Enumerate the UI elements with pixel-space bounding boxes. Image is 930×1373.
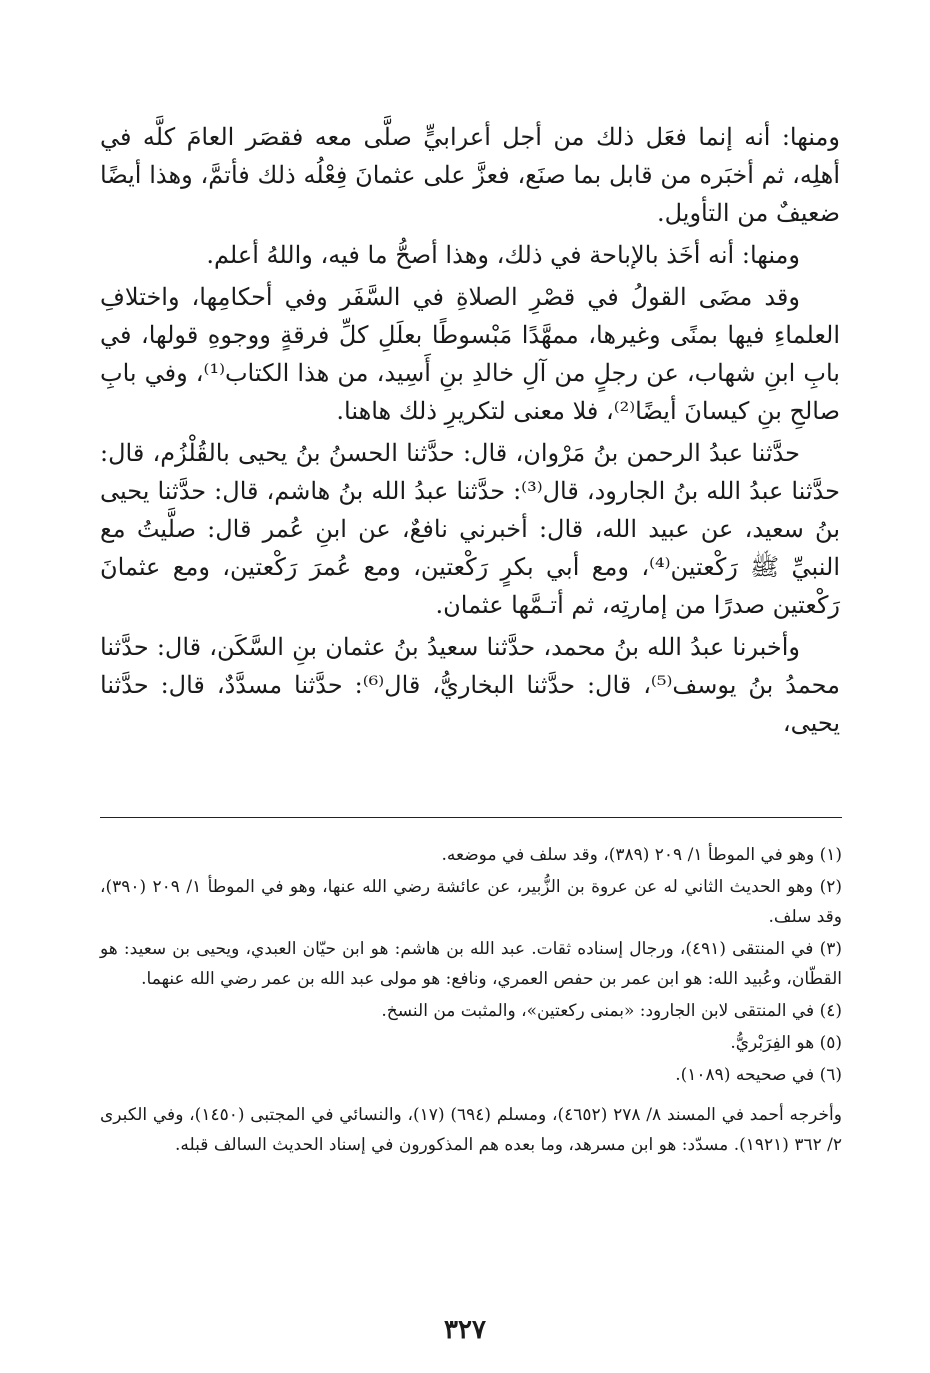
page-number: ٣٢٧ <box>444 1315 486 1345</box>
footnote-continuation: وأخرجه أحمد في المسند ٨/ ٢٧٨ (٤٦٥٢)، ومسلم (٦٩٤) (١٧)، والنسائي في المجتبى (١٤٥٠)، وفي الكبرى ٢/ ٣٦٢ (١٩٢١). مسدّد: هو ابن مسرهد، وما بعده هم المذكورون في إسناد الحديث السالف قبله. <box>100 1105 842 1155</box>
footnote: (٦) في صحيحه (١٠٨٩). <box>675 1065 842 1085</box>
paragraph: حدَّثنا عبدُ الرحمن بنُ مَرْوان، قال: حدَّثنا الحسنُ بنُ يحيى بالقُلْزُم، قال: حدَّثنا عبدُ الله بنُ الجارود، قال⁽³⁾: حدَّثنا عبدُ الله بنُ هاشم، قال: حدَّثنا يحيى بنُ سعيد، عن عبيد الله، قال: أخبرني نافعٌ، عن ابنِ عُمر قال: صلَّيتُ مع النبيِّ ﷺ رَكْعتين⁽⁴⁾، ومع أبي بكرٍ رَكْعتين، ومع عُمرَ رَكْعتين، ومع عثمانَ رَكْعتين صدرًا من إمارتِه، ثم أتـمَّها عثمان. <box>100 439 840 619</box>
footnotes <box>100 840 842 1160</box>
footnote-separator <box>100 817 842 818</box>
paragraph: وأخبرنا عبدُ الله بنُ محمد، حدَّثنا سعيدُ بنُ عثمان بنِ السَّكَن، قال: حدَّثنا محمدُ بنُ يوسف⁽⁵⁾، قال: حدَّثنا البخاريُّ، قال⁽⁶⁾: حدَّثنا مسدَّدٌ، قال: حدَّثنا يحيى، <box>100 633 841 737</box>
footnote: (٤) في المنتقى لابن الجارود: «بمنى ركعتين»، والمثبت من النسخ. <box>381 1001 842 1021</box>
footnote: (٣) في المنتقى (٤٩١)، ورجال إسناده ثقات. عبد الله بن هاشم: هو ابن حيّان العبدي، ويحيى بن سعيد: هو القطّان، وعُبيد الله: هو ابن عمر بن حفص العمري، ونافع: هو مولى عبد الله بن عمر رضي الله عنهما. <box>100 939 842 989</box>
footnote: (١) وهو في الموطأ ١/ ٢٠٩ (٣٨٩)، وقد سلف في موضعه. <box>441 845 842 865</box>
paragraph: ومنها: أنه إنما فعَل ذلك من أجل أعرابيٍّ صلَّى معه فقصَر العامَ كلَّه في أهلِه، ثم أخبَره من قابل بما صنَع، فعزَّ على عثمانَ فِعْلُه ذلك فأتمَّ، وهذا أيضًا ضعيفٌ من التأويل. <box>100 123 840 227</box>
paragraph: ومنها: أنه أخَذ بالإباحة في ذلك، وهذا أصحُّ ما فيه، واللهُ أعلم. <box>206 241 800 269</box>
paragraph: وقد مضَى القولُ في قصْرِ الصلاةِ في السَّفَر وفي أحكامِها، واختلافِ العلماءِ فيها بمنًى وغيرها، ممهَّدًا مَبْسوطًا بعلَلِ كلِّ فرقةٍ ووجوهِ قولها، في بابِ ابنِ شهاب، عن رجلٍ من آلِ خالدِ بنِ أَسِيد، من هذا الكتاب⁽¹⁾، وفي بابِ صالحِ بنِ كيسانَ أيضًا⁽²⁾، فلا معنى لتكريرِ ذلك هاهنا. <box>100 283 840 425</box>
main-text <box>100 118 840 742</box>
footnote: (٢) وهو الحديث الثاني له عن عروة بن الزُّبير، عن عائشة رضي الله عنها، وهو في الموطأ ١/ ٢٠٩ (٣٩٠)، وقد سلف. <box>100 877 843 927</box>
footnote: (٥) هو الفِرَبْريُّ. <box>730 1033 842 1053</box>
